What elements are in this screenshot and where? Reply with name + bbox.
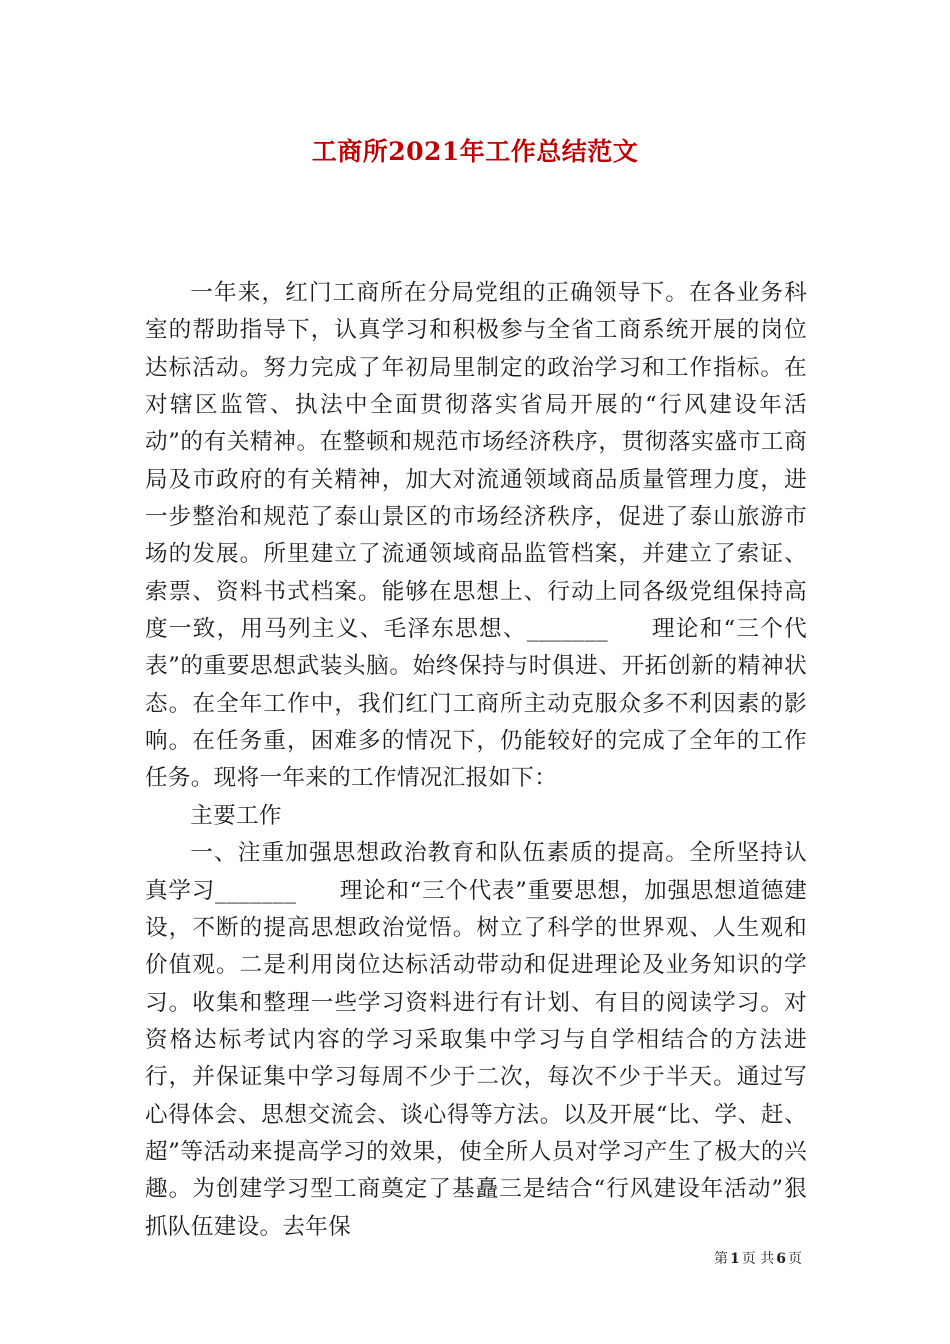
document-body [145, 275, 807, 1246]
intro-text-part-2: 理论和“三个代表”的重要思想武装头脑。始终保持与时俱进、开拓创新的精神状态。在全年工作中，我们红门工商所主动克服众多不利因素的影响。在任务重，困难多的情况下，仍能较好的完成了全年的工作任务。现将一年来的工作情况汇报如下： [145, 616, 807, 792]
fill-in-blank: _______ [526, 616, 608, 643]
footer-suffix: 页 [788, 1251, 802, 1267]
fill-in-blank: _______ [214, 877, 297, 904]
footer-prefix: 第 [714, 1251, 729, 1267]
total-page-count: 6 [776, 1251, 786, 1267]
section-1-paragraph [145, 835, 807, 1246]
current-page-number: 1 [730, 1251, 740, 1267]
section-heading: 主要工作 [190, 802, 282, 829]
intro-paragraph [145, 275, 807, 798]
intro-text-part-1: 一年来，红门工商所在分局党组的正确领导下。在各业务科室的帮助指导下，认真学习和积极参与全省工商系统开展的岗位达标活动。努力完成了年初局里制定的政治学习和工作指标。在对辖区监管、执法中全面贯彻落实省局开展的“行风建设年活动”的有关精神。在整顿和规范市场经济秩序，贯彻落实盛市工商局及市政府的有关精神，加大对流通领域商品质量管理力度，进一步整治和规范了泰山景区的市场经济秩序，促进了泰山旅游市场的发展。所里建立了流通领域商品监管档案，并建立了索证、索票、资料书式档案。能够在思想上、行动上同各级党组保持高度一致，用马列主义、毛泽东思想、 [145, 280, 807, 643]
page-footer [714, 1248, 802, 1268]
section-1-text-part-1: 一、注重加强思想政治教育和队伍素质的提高。全所坚持认真学习 [145, 840, 807, 904]
document-title: 工商所2021年工作总结范文 [311, 137, 639, 166]
footer-middle: 页 共 [741, 1251, 775, 1267]
section-1-text-part-2: 理论和“三个代表”重要思想，加强思想道德建设，不断的提高思想政治觉悟。树立了科学的世界观、人生观和价值观。二是利用岗位达标活动带动和促进理论及业务知识的学习。收集和整理一些学习资料进行有计划、有目的阅读学习。对资格达标考试内容的学习采取集中学习与自学相结合的方法进行，并保证集中学习每周不少于二次，每次不少于半天。通过写心得体会、思想交流会、谈心得等方法。以及开展“比、学、赶、超”等活动来提高学习的效果，使全所人员对学习产生了极大的兴趣。为创建学习型工商奠定了基矗三是结合“行风建设年活动”狠抓队伍建设。去年保 [145, 877, 808, 1240]
